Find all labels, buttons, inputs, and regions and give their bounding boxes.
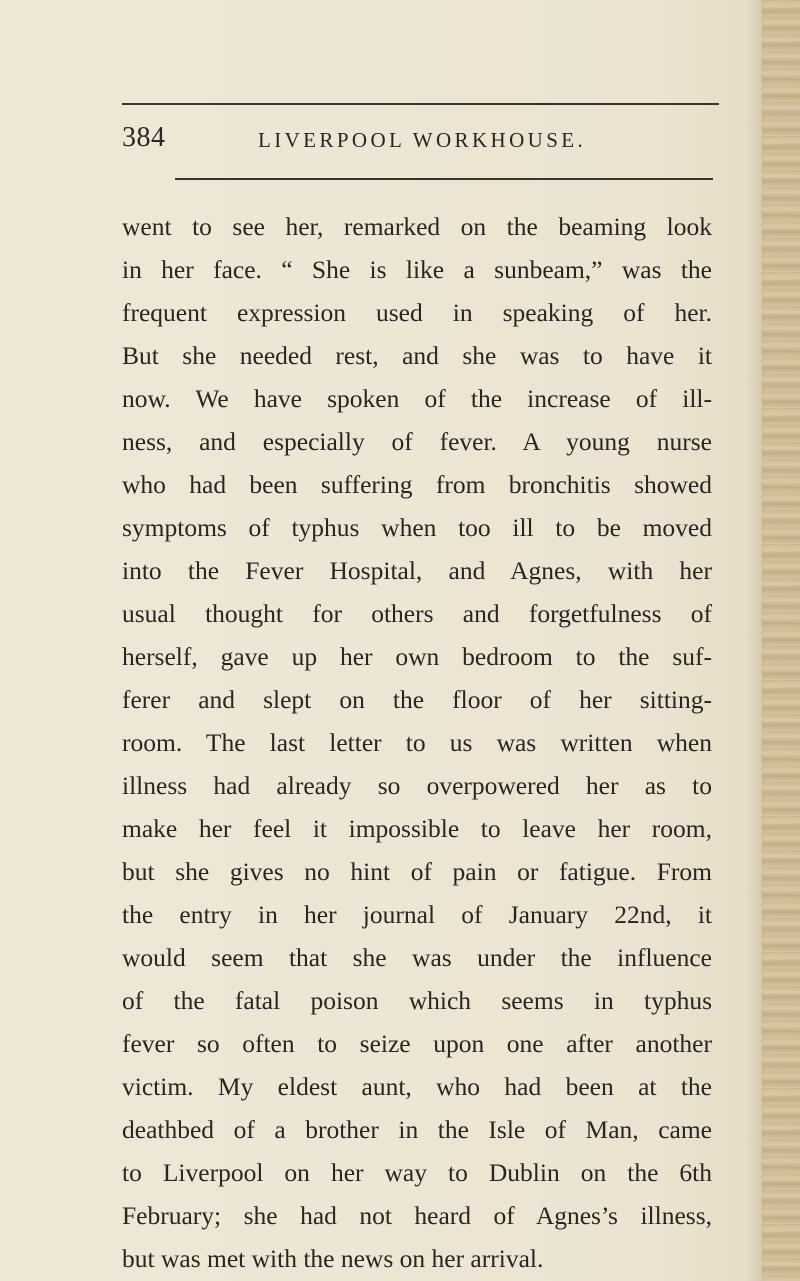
text-line: symptoms of typhus when too ill to be moved [122, 513, 712, 542]
header-rule-top [122, 103, 719, 105]
text-line: of the fatal poison which seems in typhus [122, 986, 712, 1015]
text-line: ferer and slept on the floor of her sitting- [122, 685, 712, 714]
text-line: victim. My eldest aunt, who had been at the [122, 1072, 712, 1101]
text-line: went to see her, remarked on the beaming look [122, 212, 712, 241]
text-line: but was met with the news on her arrival. [122, 1244, 544, 1273]
text-line: frequent expression used in speaking of her. [122, 298, 712, 327]
page-number: 384 [122, 122, 166, 153]
text-line: who had been suffering from bronchitis showed [122, 470, 712, 499]
text-line: fever so often to seize upon one after another [122, 1029, 712, 1058]
text-line: usual thought for others and forgetfulness of [122, 599, 712, 628]
text-line: in her face. “ She is like a sunbeam,” was the [122, 255, 712, 284]
header-rule-bottom [175, 178, 713, 180]
page-edge [762, 0, 800, 1281]
text-line: to Liverpool on her way to Dublin on the 6th [122, 1158, 712, 1187]
text-line: the entry in her journal of January 22nd, it [122, 900, 712, 929]
text-line: But she needed rest, and she was to have it [122, 341, 712, 370]
text-line: room. The last letter to us was written when [122, 728, 712, 757]
text-line: illness had already so overpowered her as to [122, 771, 712, 800]
text-line: ness, and especially of fever. A young nurse [122, 427, 712, 456]
body-text [122, 205, 712, 1280]
text-line: would seem that she was under the influence [122, 943, 712, 972]
text-line: deathbed of a brother in the Isle of Man, came [122, 1115, 712, 1144]
text-line: February; she had not heard of Agnes’s illness, [122, 1201, 712, 1230]
running-head: LIVERPOOL WORKHOUSE. [258, 128, 587, 152]
text-line: into the Fever Hospital, and Agnes, with her [122, 556, 712, 585]
text-line: herself, gave up her own bedroom to the suf- [122, 642, 712, 671]
text-line: make her feel it impossible to leave her room, [122, 814, 712, 843]
text-line: but she gives no hint of pain or fatigue. From [122, 857, 712, 886]
text-line: now. We have spoken of the increase of ill- [122, 384, 712, 413]
